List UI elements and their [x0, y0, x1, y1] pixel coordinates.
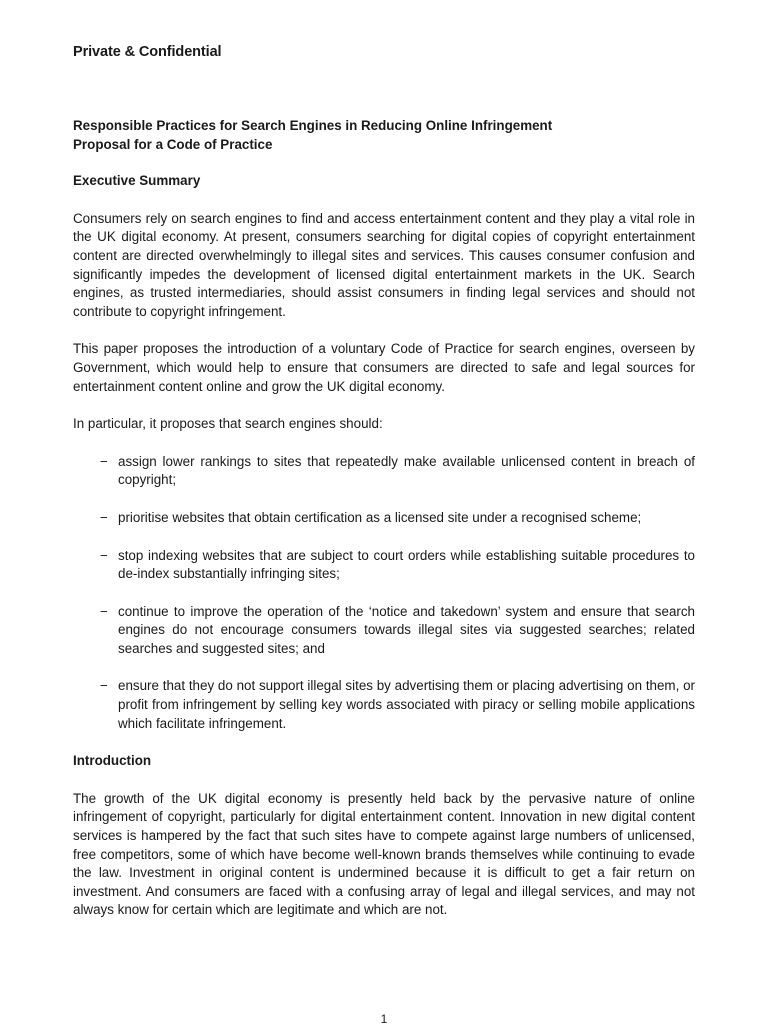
dash-bullet-icon: − [100, 547, 108, 563]
confidential-label: Private & Confidential [73, 44, 222, 60]
introduction-paragraph-1: The growth of the UK digital economy is presently held back by the pervasive nature of online infringement of copyright, particularly for digital entertainment content. Innovation in new digital content services is hampered by the fact that such sites have to compete against large numbers of unlicensed, free competitors, some of which have become well-known brands themselves while continuing to evade the law. Investment in original content is undermined because it is difficult to get a fair return on investment. And consumers are faced with a confusing array of legal and illegal services, and may not always know for certain which are legitimate and which are not. [73, 790, 695, 918]
page-number: 1 [380, 1012, 388, 1026]
summary-paragraph-1: Consumers rely on search engines to find and access entertainment content and they play a vital role in the UK digital economy. At present, consumers searching for digital copies of copyright entertainment content are directed overwhelmingly to illegal sites and services. This causes consumer confusion and significantly impedes the development of licensed digital entertainment markets in the UK. Search engines, as trusted intermediaries, should assist consumers in finding legal services and should not contribute to copyright infringement. [73, 210, 695, 319]
proposal-bullet-list [73, 453, 695, 734]
list-item-text: stop indexing websites that are subject to court orders while establishing suitable procedures to de-index substantially infringing sites; [118, 547, 695, 582]
list-item [73, 603, 695, 659]
list-item-text: ensure that they do not support illegal sites by advertising them or placing advertising on them, or profit from infringement by selling key words associated with piracy or selling mobile applications which facilitate infringement. [118, 678, 695, 731]
summary-paragraph-3: In particular, it proposes that search engines should: [73, 416, 383, 432]
list-item-text: continue to improve the operation of the ‘notice and takedown’ system and ensure that search engines do not encourage consumers towards illegal sites via suggested searches; related searches and suggested sites; and [118, 603, 695, 656]
list-item-text: prioritise websites that obtain certification as a licensed site under a recognised scheme; [118, 509, 642, 525]
document-subtitle: Proposal for a Code of Practice [73, 136, 273, 152]
dash-bullet-icon: − [100, 509, 108, 525]
dash-bullet-icon: − [100, 678, 108, 694]
list-item [73, 547, 695, 584]
list-item [73, 509, 695, 528]
introduction-heading: Introduction [73, 753, 152, 769]
list-item [73, 677, 695, 733]
dash-bullet-icon: − [100, 453, 108, 469]
dash-bullet-icon: − [100, 603, 108, 619]
list-item [73, 453, 695, 490]
summary-paragraph-2: This paper proposes the introduction of a voluntary Code of Practice for search engines, overseen by Government, which would help to ensure that consumers are directed to safe and legal sources for entertainment content online and grow the UK digital economy. [73, 341, 695, 394]
document-body [73, 117, 695, 920]
document-title: Responsible Practices for Search Engines in Reducing Online Infringement [73, 118, 553, 133]
list-item-text: assign lower rankings to sites that repeatedly make available unlicensed content in breach of copyright; [118, 453, 695, 488]
executive-summary-heading: Executive Summary [73, 173, 201, 189]
